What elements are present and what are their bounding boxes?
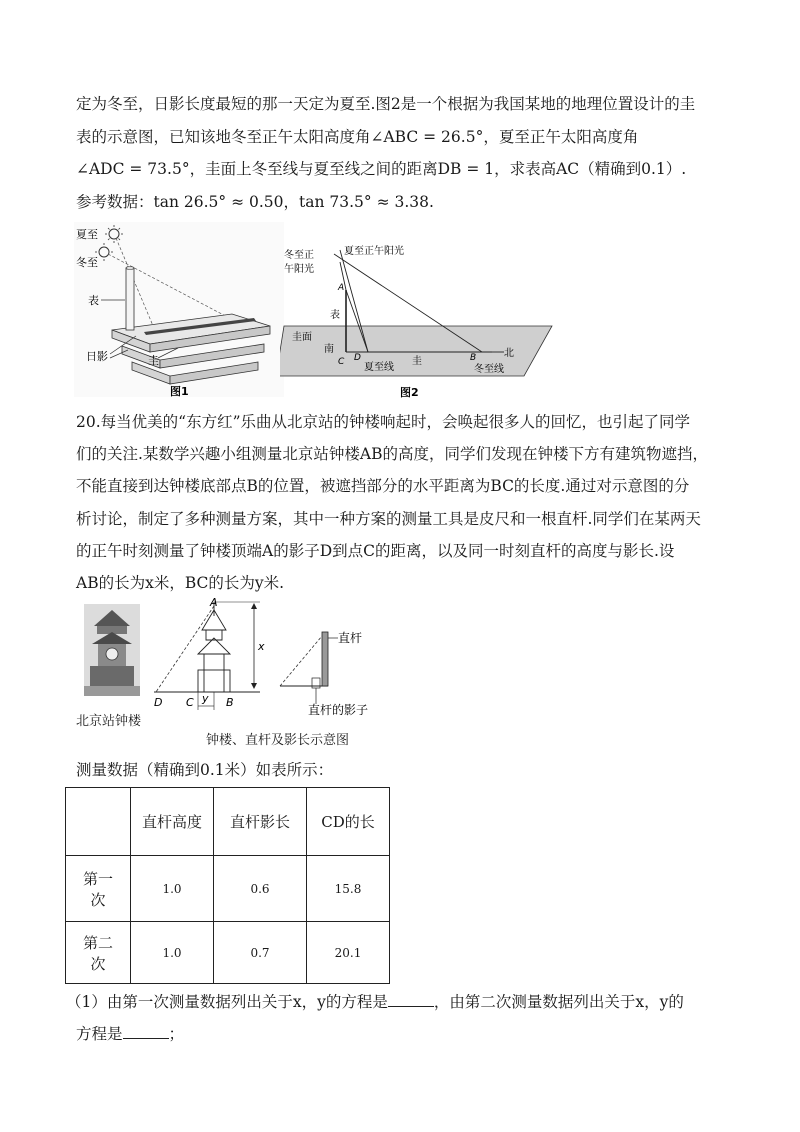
table-row-label: 第一次 bbox=[66, 856, 131, 922]
question1-line-2 bbox=[76, 1024, 726, 1044]
fig2-biao: 表 bbox=[330, 310, 340, 321]
intro-line-2: 表的示意图，已知该地冬至正午太阳高度角∠ABC = 26.5°，夏至正午太阳高度角 bbox=[76, 128, 639, 146]
fig2-north: 北 bbox=[504, 348, 514, 359]
intro-line-1: 定为冬至，日影长度最短的那一天定为夏至.图2是一个根据为我国某地的地理位置设计的圭 bbox=[76, 95, 696, 113]
fig2-guimian: 圭面 bbox=[292, 332, 312, 343]
table-header-cd: CD的长 bbox=[307, 788, 390, 856]
table-row bbox=[66, 856, 390, 922]
problem20-line-4: 析讨论，制定了多种测量方案，其中一种方案的测量工具是皮尺和一根直杆.同学们在某两天 bbox=[76, 510, 701, 528]
intro-line-3: ∠ADC = 73.5°，圭面上冬至线与夏至线之间的距离DB = 1，求表高AC（精确到0.1）. bbox=[76, 160, 687, 178]
fig1-biao-label: 表 bbox=[88, 294, 99, 307]
problem20-line-3: 不能直接到达钟楼底部点B的位置，被遮挡部分的水平距离为BC的长度.通过对示意图的分 bbox=[76, 477, 690, 495]
fig3-point-b: B bbox=[226, 696, 234, 709]
fig2-gui: 圭 bbox=[412, 356, 422, 367]
fig3-point-a: A bbox=[210, 596, 218, 609]
clock-tower-photo bbox=[84, 604, 140, 696]
fig3-pole-shadow-label: 直杆的影子 bbox=[308, 703, 369, 717]
problem20-line-2: 们的关注.某数学兴趣小组测量北京站钟楼AB的高度，同学们发现在钟楼下方有建筑物遮挡， bbox=[76, 445, 709, 463]
fig3-tower bbox=[204, 654, 224, 692]
fig3-label-y: y bbox=[202, 692, 209, 705]
fig2-summer-line: 夏至线 bbox=[364, 362, 394, 373]
figure-3 bbox=[150, 594, 420, 718]
fig3-caption: 钟楼、直杆及影长示意图 bbox=[206, 733, 350, 748]
table-cell-height: 1.0 bbox=[131, 922, 214, 984]
fig2-point-c: C bbox=[338, 357, 345, 367]
table-header-shadow: 直杆影长 bbox=[214, 788, 307, 856]
intro-line-4: 参考数据：tan 26.5° ≈ 0.50，tan 73.5° ≈ 3.38. bbox=[76, 193, 434, 211]
measurement-table bbox=[65, 787, 390, 984]
question1-part-b: ，由第二次测量数据列出关于x，y的 bbox=[433, 993, 684, 1011]
fig1-shadow-label: 日影 bbox=[86, 350, 108, 363]
fig3-sun-ray bbox=[156, 606, 214, 692]
fig3-pole bbox=[322, 632, 328, 686]
fig2-point-d: D bbox=[354, 353, 361, 363]
table-cell-height: 1.0 bbox=[131, 856, 214, 922]
fig2-winter-line: 冬至线 bbox=[474, 364, 504, 375]
fig2-point-b: B bbox=[470, 353, 477, 363]
table-cell-shadow: 0.7 bbox=[214, 922, 307, 984]
fig1-pole bbox=[126, 268, 134, 330]
question1-part-c: 方程是 bbox=[76, 1025, 123, 1043]
figure-1 bbox=[74, 222, 284, 397]
table-intro: 测量数据（精确到0.1米）如表所示： bbox=[76, 761, 334, 779]
fig2-point-a: A bbox=[338, 283, 345, 293]
fig3-point-d: D bbox=[154, 696, 163, 709]
table-row-label: 第二次 bbox=[66, 922, 131, 984]
problem20-line-6: AB的长为x米，BC的长为y米. bbox=[76, 574, 285, 592]
fig2-summer-light: 夏至正午阳光 bbox=[344, 246, 404, 257]
photo-caption: 北京站钟楼 bbox=[76, 714, 142, 729]
fig3-point-c: C bbox=[186, 696, 194, 709]
answer-blank-2[interactable] bbox=[123, 1024, 169, 1039]
question1-part-a: （1）由第一次测量数据列出关于x，y的方程是 bbox=[66, 993, 388, 1011]
problem20-line-5: 的正午时刻测量了钟楼顶端A的影子D到点C的距离，以及同一时刻直杆的高度与影长.设 bbox=[76, 542, 675, 560]
table-row bbox=[66, 922, 390, 984]
fig1-gui-label: 圭 bbox=[148, 354, 159, 367]
answer-blank-1[interactable] bbox=[388, 992, 434, 1007]
fig2-south: 南 bbox=[324, 344, 334, 355]
problem20-line-1: 20.每当优美的“东方红”乐曲从北京站的钟楼响起时，会唤起很多人的回忆，也引起了同学 bbox=[76, 413, 691, 431]
fig2-winter-light-2: 午阳光 bbox=[284, 264, 314, 275]
fig2-winter-light-1: 冬至正 bbox=[284, 250, 314, 261]
fig3-pole-ray bbox=[280, 636, 322, 686]
table-header-height: 直杆高度 bbox=[131, 788, 214, 856]
question1-part-d: ； bbox=[168, 1025, 185, 1043]
fig2-caption: 图2 bbox=[400, 386, 419, 398]
fig3-pole-label: 直杆 bbox=[338, 631, 363, 645]
fig3-label-x: x bbox=[258, 640, 265, 653]
fig1-caption: 图1 bbox=[170, 385, 189, 397]
table-cell-cd: 20.1 bbox=[307, 922, 390, 984]
fig1-winter-label: 冬至 bbox=[76, 256, 98, 269]
table-header-blank bbox=[66, 788, 131, 856]
fig1-summer-label: 夏至 bbox=[76, 228, 98, 241]
table-header-row bbox=[66, 788, 390, 856]
figure-2 bbox=[280, 240, 580, 398]
table-cell-cd: 15.8 bbox=[307, 856, 390, 922]
question1-line-1 bbox=[66, 992, 716, 1012]
table-cell-shadow: 0.6 bbox=[214, 856, 307, 922]
